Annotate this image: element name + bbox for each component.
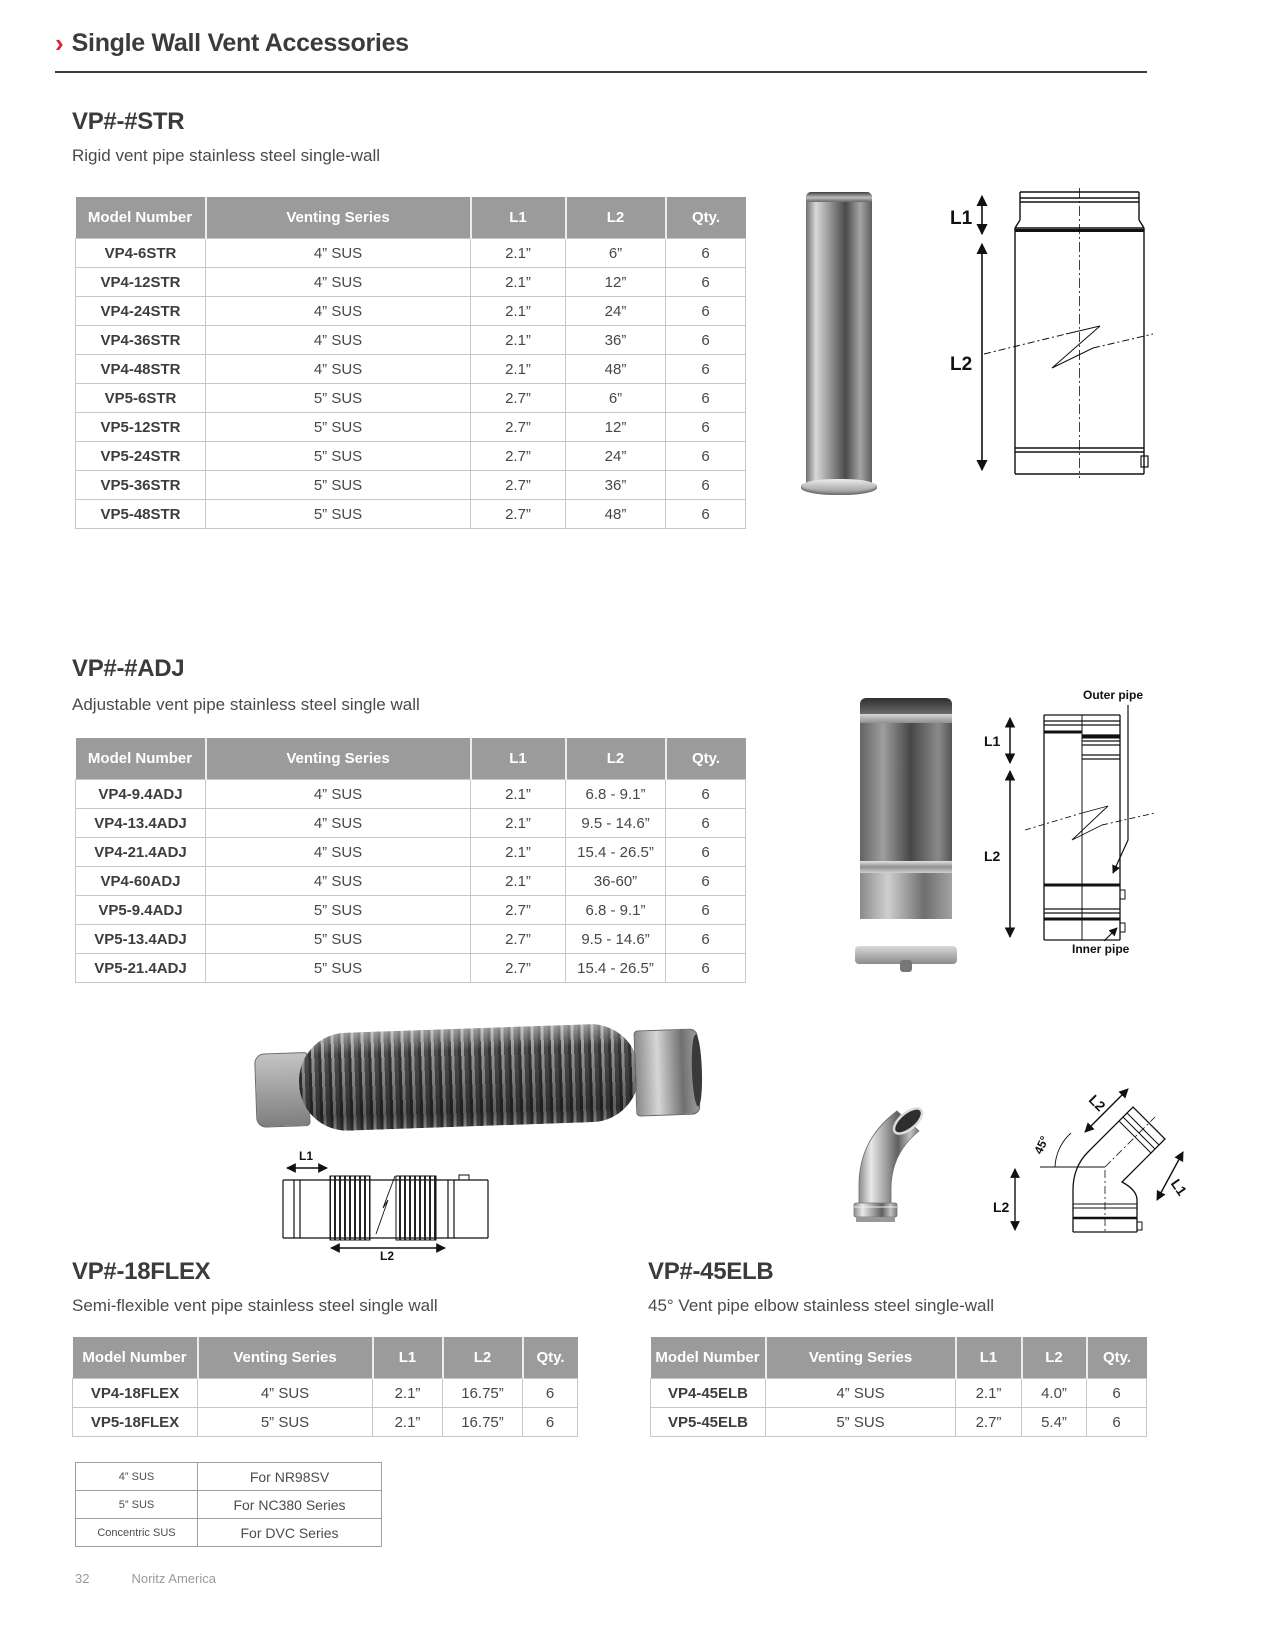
value-cell: 4” SUS bbox=[206, 297, 471, 326]
pipe-collar bbox=[860, 861, 952, 873]
value-cell: 6 bbox=[666, 239, 746, 268]
model-number-cell: VP4-48STR bbox=[76, 355, 206, 384]
value-cell: 2.1” bbox=[471, 780, 566, 809]
column-header: L1 bbox=[471, 738, 566, 780]
flex-table bbox=[72, 1337, 578, 1437]
outer-pipe-label: Outer pipe bbox=[1083, 688, 1144, 702]
pipe-cap bbox=[860, 698, 952, 714]
model-number-cell: VP5-45ELB bbox=[651, 1408, 766, 1437]
model-number-cell: VP4-60ADJ bbox=[76, 867, 206, 896]
value-cell: 5” SUS bbox=[206, 413, 471, 442]
column-header: L2 bbox=[443, 1337, 523, 1379]
model-number-cell: VP5-6STR bbox=[76, 384, 206, 413]
l2-label: L2 bbox=[984, 848, 1001, 864]
page-header bbox=[55, 28, 1147, 73]
page-title: Single Wall Vent Accessories bbox=[71, 29, 409, 57]
value-cell: 2.7” bbox=[471, 896, 566, 925]
value-cell: 2.1” bbox=[471, 268, 566, 297]
value-cell: 5” SUS bbox=[206, 925, 471, 954]
value-cell: 2.7” bbox=[471, 442, 566, 471]
value-cell: 15.4 - 26.5” bbox=[566, 838, 666, 867]
table-row bbox=[76, 239, 746, 268]
model-number-cell: VP4-6STR bbox=[76, 239, 206, 268]
section-subtitle-adj: Adjustable vent pipe stainless steel single wall bbox=[72, 695, 420, 714]
value-cell: For DVC Series bbox=[198, 1519, 382, 1547]
inner-pipe-label: Inner pipe bbox=[1072, 942, 1130, 956]
value-cell: 5” SUS bbox=[206, 384, 471, 413]
str-product-photo bbox=[806, 192, 872, 490]
column-header: Model Number bbox=[76, 197, 206, 239]
page-number: 32 bbox=[75, 1571, 90, 1586]
value-cell: 6 bbox=[666, 867, 746, 896]
value-cell: 2.7” bbox=[471, 954, 566, 983]
adj-dimension-diagram bbox=[980, 685, 1175, 957]
table-row bbox=[73, 1408, 578, 1437]
value-cell: 36-60” bbox=[566, 867, 666, 896]
value-cell: 4” SUS bbox=[206, 239, 471, 268]
value-cell: 6 bbox=[666, 838, 746, 867]
value-cell: 6 bbox=[666, 471, 746, 500]
flex-right-collar bbox=[633, 1028, 700, 1116]
column-header: L1 bbox=[956, 1337, 1022, 1379]
value-cell: 6 bbox=[666, 896, 746, 925]
column-header: Qty. bbox=[1087, 1337, 1147, 1379]
l2-upper-label: L2 bbox=[1085, 1091, 1109, 1115]
column-header: Qty. bbox=[666, 197, 746, 239]
value-cell: 6 bbox=[666, 442, 746, 471]
table-row bbox=[76, 326, 746, 355]
value-cell: 4” SUS bbox=[206, 809, 471, 838]
column-header: Model Number bbox=[651, 1337, 766, 1379]
pipe-base bbox=[801, 479, 877, 495]
pipe-lower bbox=[860, 873, 952, 919]
section-title-elb: VP#-45ELB bbox=[648, 1258, 774, 1285]
column-header: L1 bbox=[471, 197, 566, 239]
value-cell: 4” SUS bbox=[206, 780, 471, 809]
model-number-cell: VP5-24STR bbox=[76, 442, 206, 471]
value-cell: 48” bbox=[566, 355, 666, 384]
table-row bbox=[76, 838, 746, 867]
adj-table bbox=[75, 738, 746, 983]
value-cell: 6 bbox=[1087, 1408, 1147, 1437]
table-row bbox=[76, 384, 746, 413]
value-cell: 48” bbox=[566, 500, 666, 529]
column-header: Venting Series bbox=[198, 1337, 373, 1379]
column-header: L2 bbox=[1022, 1337, 1087, 1379]
l1-label: L1 bbox=[299, 1149, 314, 1163]
value-cell: 9.5 - 14.6” bbox=[566, 809, 666, 838]
l1-label: L1 bbox=[984, 733, 1001, 749]
value-cell: 4” SUS bbox=[206, 326, 471, 355]
l2-lower-label: L2 bbox=[993, 1199, 1010, 1215]
flex-product-photo bbox=[253, 1004, 709, 1150]
model-number-cell: VP4-21.4ADJ bbox=[76, 838, 206, 867]
model-number-cell: VP5-18FLEX bbox=[73, 1408, 198, 1437]
elb-table bbox=[650, 1337, 1147, 1437]
value-cell: 6 bbox=[666, 413, 746, 442]
column-header: L2 bbox=[566, 197, 666, 239]
table-row bbox=[76, 355, 746, 384]
model-number-cell: VP5-9.4ADJ bbox=[76, 896, 206, 925]
page-footer bbox=[75, 1571, 216, 1586]
column-header: Qty. bbox=[666, 738, 746, 780]
value-cell: 5” SUS bbox=[206, 954, 471, 983]
section-title-adj: VP#-#ADJ bbox=[72, 655, 185, 682]
value-cell: 6 bbox=[666, 809, 746, 838]
pipe-cap bbox=[806, 192, 872, 202]
value-cell: 2.1” bbox=[471, 239, 566, 268]
str-dimension-diagram bbox=[948, 182, 1153, 494]
table-header-row bbox=[76, 738, 746, 780]
value-cell: For NC380 Series bbox=[198, 1491, 382, 1519]
l2-label: L2 bbox=[380, 1249, 395, 1263]
value-cell: 16.75” bbox=[443, 1379, 523, 1408]
value-cell: 6 bbox=[1087, 1379, 1147, 1408]
table-row bbox=[76, 471, 746, 500]
l1-label: L1 bbox=[1167, 1175, 1191, 1199]
value-cell: 6” bbox=[566, 384, 666, 413]
column-header: Venting Series bbox=[206, 738, 471, 780]
value-cell: 2.1” bbox=[471, 809, 566, 838]
value-cell: 36” bbox=[566, 471, 666, 500]
value-cell: 36” bbox=[566, 326, 666, 355]
value-cell: 16.75” bbox=[443, 1408, 523, 1437]
table-row bbox=[76, 867, 746, 896]
value-cell: 2.7” bbox=[471, 471, 566, 500]
brand-name: Noritz America bbox=[131, 1571, 216, 1586]
value-cell: 15.4 - 26.5” bbox=[566, 954, 666, 983]
value-cell: 4” SUS bbox=[206, 268, 471, 297]
value-cell: 5” SUS bbox=[206, 471, 471, 500]
value-cell: 24” bbox=[566, 442, 666, 471]
table-row bbox=[76, 925, 746, 954]
model-number-cell: VP4-13.4ADJ bbox=[76, 809, 206, 838]
value-cell: 2.1” bbox=[471, 326, 566, 355]
model-number-cell: VP4-9.4ADJ bbox=[76, 780, 206, 809]
chevron-icon: › bbox=[55, 28, 64, 58]
section-subtitle-flex: Semi-flexible vent pipe stainless steel single wall bbox=[72, 1296, 438, 1315]
adj-product-photo bbox=[860, 698, 952, 950]
value-cell: 2.7” bbox=[956, 1408, 1022, 1437]
elb-dimension-diagram bbox=[985, 1072, 1195, 1240]
value-cell: 5” SUS bbox=[206, 896, 471, 925]
section-title-flex: VP#-18FLEX bbox=[72, 1258, 211, 1285]
value-cell: 4.0” bbox=[1022, 1379, 1087, 1408]
table-row bbox=[76, 442, 746, 471]
value-cell: 2.1” bbox=[373, 1379, 443, 1408]
table-row bbox=[76, 954, 746, 983]
value-cell: 5.4” bbox=[1022, 1408, 1087, 1437]
model-number-cell: VP4-18FLEX bbox=[73, 1379, 198, 1408]
table-header-row bbox=[651, 1337, 1147, 1379]
column-header: Qty. bbox=[523, 1337, 578, 1379]
value-cell: 2.1” bbox=[373, 1408, 443, 1437]
compatibility-table bbox=[75, 1462, 382, 1547]
section-subtitle-str: Rigid vent pipe stainless steel single-wall bbox=[72, 146, 381, 165]
value-cell: 5” SUS bbox=[198, 1408, 373, 1437]
value-cell: 4” SUS bbox=[198, 1379, 373, 1408]
value-cell: 9.5 - 14.6” bbox=[566, 925, 666, 954]
value-cell: 2.7” bbox=[471, 384, 566, 413]
model-number-cell: VP4-36STR bbox=[76, 326, 206, 355]
value-cell: 6 bbox=[523, 1379, 578, 1408]
model-number-cell: VP5-13.4ADJ bbox=[76, 925, 206, 954]
table-row bbox=[76, 268, 746, 297]
column-header: Model Number bbox=[73, 1337, 198, 1379]
value-cell: 6 bbox=[666, 780, 746, 809]
value-cell: 6 bbox=[666, 297, 746, 326]
table-row bbox=[76, 297, 746, 326]
model-number-cell: VP5-48STR bbox=[76, 500, 206, 529]
model-number-cell: VP5-21.4ADJ bbox=[76, 954, 206, 983]
model-number-cell: VP5-12STR bbox=[76, 413, 206, 442]
table-row bbox=[76, 809, 746, 838]
value-cell: 6 bbox=[666, 384, 746, 413]
value-cell: 6” bbox=[566, 239, 666, 268]
section-title-str: VP#-#STR bbox=[72, 108, 185, 135]
pipe-knob bbox=[900, 960, 912, 972]
value-cell: 2.1” bbox=[471, 355, 566, 384]
value-cell: 2.7” bbox=[471, 925, 566, 954]
model-number-cell: 5” SUS bbox=[76, 1491, 198, 1519]
value-cell: 5” SUS bbox=[206, 500, 471, 529]
table-header-row bbox=[76, 197, 746, 239]
value-cell: 4” SUS bbox=[206, 838, 471, 867]
model-number-cell: VP4-24STR bbox=[76, 297, 206, 326]
table-row bbox=[73, 1379, 578, 1408]
value-cell: 2.1” bbox=[471, 867, 566, 896]
column-header: Venting Series bbox=[206, 197, 471, 239]
model-number-cell: VP5-36STR bbox=[76, 471, 206, 500]
elb-product-photo bbox=[843, 1085, 931, 1225]
value-cell: 2.1” bbox=[471, 297, 566, 326]
angle-label: 45° bbox=[1031, 1133, 1052, 1157]
value-cell: 2.7” bbox=[471, 500, 566, 529]
str-table bbox=[75, 197, 746, 529]
model-number-cell: Concentric SUS bbox=[76, 1519, 198, 1547]
pipe-body bbox=[860, 723, 952, 861]
value-cell: 4” SUS bbox=[766, 1379, 956, 1408]
table-row bbox=[76, 1463, 382, 1491]
value-cell: 2.1” bbox=[471, 838, 566, 867]
table-row bbox=[651, 1408, 1147, 1437]
value-cell: 6 bbox=[523, 1408, 578, 1437]
column-header: L2 bbox=[566, 738, 666, 780]
table-row bbox=[76, 413, 746, 442]
table-row bbox=[76, 780, 746, 809]
value-cell: 5” SUS bbox=[206, 442, 471, 471]
value-cell: 12” bbox=[566, 268, 666, 297]
value-cell: 2.7” bbox=[471, 413, 566, 442]
value-cell: 6 bbox=[666, 500, 746, 529]
model-number-cell: VP4-45ELB bbox=[651, 1379, 766, 1408]
value-cell: 12” bbox=[566, 413, 666, 442]
flex-dimension-diagram bbox=[278, 1150, 493, 1262]
table-row bbox=[76, 896, 746, 925]
value-cell: For NR98SV bbox=[198, 1463, 382, 1491]
value-cell: 6 bbox=[666, 355, 746, 384]
value-cell: 6 bbox=[666, 268, 746, 297]
value-cell: 5” SUS bbox=[766, 1408, 956, 1437]
value-cell: 6.8 - 9.1” bbox=[566, 896, 666, 925]
table-row bbox=[651, 1379, 1147, 1408]
section-subtitle-elb: 45° Vent pipe elbow stainless steel single-wall bbox=[648, 1296, 995, 1315]
l1-label: L1 bbox=[950, 208, 973, 229]
model-number-cell: VP4-12STR bbox=[76, 268, 206, 297]
value-cell: 6 bbox=[666, 925, 746, 954]
value-cell: 24” bbox=[566, 297, 666, 326]
column-header: Venting Series bbox=[766, 1337, 956, 1379]
value-cell: 2.1” bbox=[956, 1379, 1022, 1408]
value-cell: 6.8 - 9.1” bbox=[566, 780, 666, 809]
flex-opening bbox=[691, 1034, 704, 1106]
column-header: Model Number bbox=[76, 738, 206, 780]
model-number-cell: 4” SUS bbox=[76, 1463, 198, 1491]
l2-label: L2 bbox=[950, 354, 973, 375]
value-cell: 6 bbox=[666, 954, 746, 983]
value-cell: 4” SUS bbox=[206, 867, 471, 896]
table-row bbox=[76, 500, 746, 529]
table-row bbox=[76, 1491, 382, 1519]
pipe-band bbox=[860, 714, 952, 723]
column-header: L1 bbox=[373, 1337, 443, 1379]
value-cell: 4” SUS bbox=[206, 355, 471, 384]
flex-corrugated-body bbox=[297, 1023, 640, 1133]
table-header-row bbox=[73, 1337, 578, 1379]
value-cell: 6 bbox=[666, 326, 746, 355]
table-row bbox=[76, 1519, 382, 1547]
